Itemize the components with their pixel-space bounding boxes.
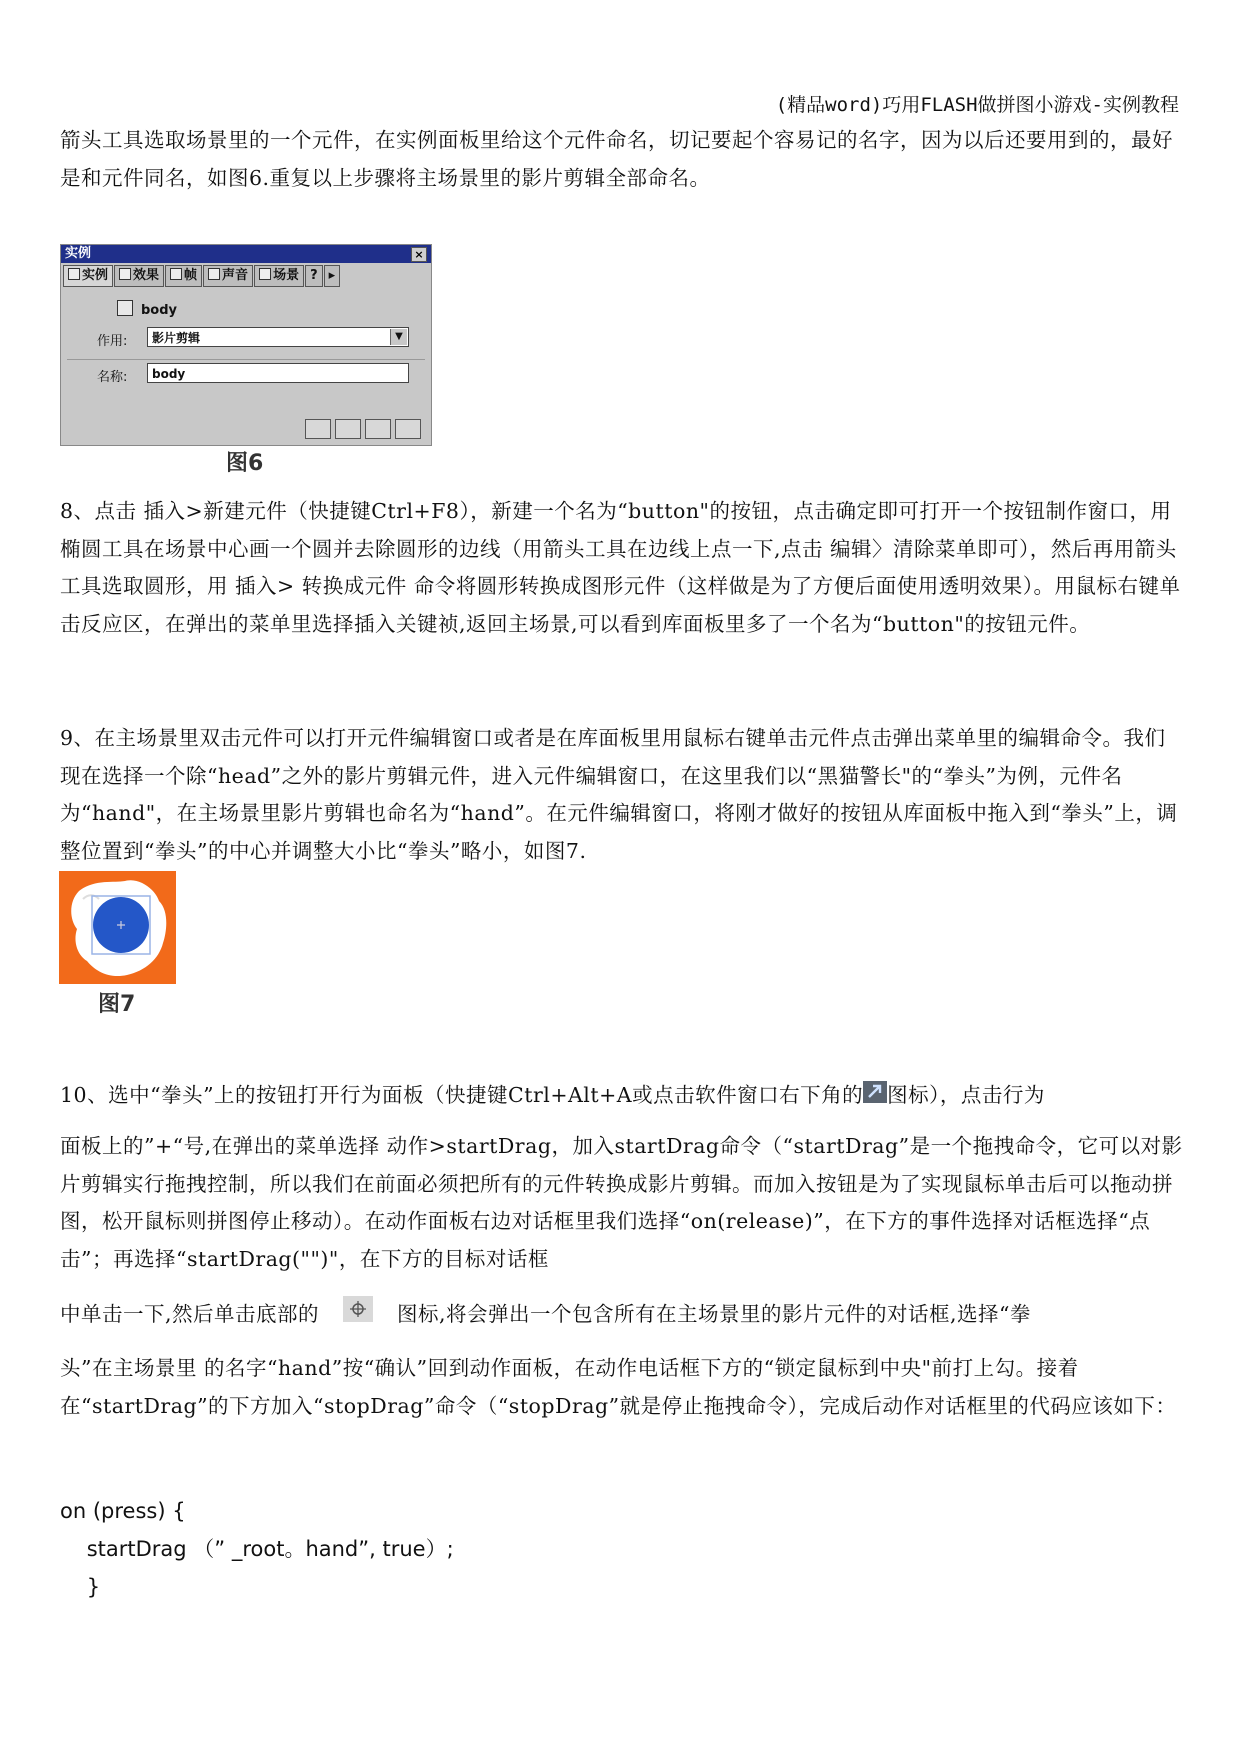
tab-effect: 效果 — [114, 265, 164, 287]
fist-button-figure — [59, 871, 176, 984]
edit-symbol-icon — [335, 419, 361, 439]
chevron-right-icon: ▸ — [324, 265, 341, 287]
paragraph-step-10-line-target — [60, 1296, 1185, 1335]
help-icon: ? — [305, 265, 323, 287]
close-icon: × — [411, 247, 427, 262]
code-line: startDrag （” _root。hand”, true）; — [60, 1537, 454, 1561]
name-label: 名称: — [97, 370, 128, 385]
instance-icon — [68, 268, 80, 280]
paragraph-step-9: 9、在主场景里双击元件可以打开元件编辑窗口或者是在库面板里用鼠标右键单击元件点击弹出菜单里的编辑命令。我们现在选择一个除“head”之外的影片剪辑元件，进入元件编辑窗口，在这里我们以“黑猫警长"的“拳头”为例，元件名为“hand"，在主场景里影片剪辑也命名为“hand”。在元件编辑窗口，将刚才做好的按钮从库面板中拖入到“拳头”上，调整位置到“拳头”的中心并调整大小比“拳头”略小，如图7. — [60, 726, 1178, 863]
effect-icon — [119, 268, 131, 280]
behavior-select: 影片剪辑 ▼ — [147, 327, 409, 347]
panel-bottom-icons — [305, 419, 421, 439]
paragraph-step-10-body: 面板上的”+“号,在弹出的菜单选择 动作>startDrag，加入startDrag命令（“startDrag”是一个拖拽命令，它可以对影片剪辑实行拖拽控制，所以我们在前面必须把所有的元件转换成影片剪辑。而加入按钮是为了实现鼠标单击后可以拖动拼图，松开鼠标则拼图停止移动）。在动作面板右边对话框里我们选择“on(release)”，在下方的事件选择对话框选择“点击”；再选择“startDrag("")"，在下方的目标对话框 — [60, 1134, 1183, 1271]
code-line: } — [60, 1575, 101, 1599]
behavior-label: 作用: — [97, 334, 128, 349]
instance-panel-figure — [60, 244, 432, 446]
fist-illustration — [59, 871, 176, 984]
tab-scene: 场景 — [254, 265, 304, 287]
paragraph-intro: 箭头工具选取场景里的一个元件，在实例面板里给这个元件命名，切记要起个容易记的名字，因为以后还要用到的，最好是和元件同名，如图6.重复以上步骤将主场景里的影片剪辑全部命名。 — [60, 128, 1173, 190]
sound-icon — [208, 268, 220, 280]
step-10-text-b: 图标），点击行为 — [887, 1083, 1045, 1107]
paragraph-step-10-end: 头”在主场景里 的名字“hand”按“确认”回到动作面板，在动作电话框下方的“锁定鼠标到中央"前打上勾。接着在“startDrag”的下方加入“stopDrag”命令（“stopDrag”就是停止拖拽命令），完成后动作对话框里的代码应该如下： — [60, 1356, 1177, 1418]
swap-symbol-icon — [305, 419, 331, 439]
expand-arrow-icon — [863, 1078, 887, 1116]
panel-title: 实例 — [65, 246, 92, 261]
tab-frame: 帧 — [165, 265, 202, 287]
step-10-text-d: 图标,将会弹出一个包含所有在主场景里的影片元件的对话框,选择“拳 — [397, 1302, 1032, 1326]
movie-clip-icon — [117, 300, 133, 316]
step-10-text-a: 10、选中“拳头”上的按钮打开行为面板（快捷键Ctrl+Alt+A或点击软件窗口右下角的 — [60, 1083, 864, 1107]
instance-name-field: body — [147, 363, 409, 383]
figure-6-caption: 图6 — [226, 451, 264, 476]
tab-instance: 实例 — [63, 265, 113, 287]
code-block — [60, 1492, 454, 1606]
frame-icon — [170, 268, 182, 280]
code-line: on (press) { — [60, 1499, 186, 1523]
figure-7-caption: 图7 — [98, 992, 136, 1017]
tab-sound: 声音 — [203, 265, 253, 287]
paragraph-step-8: 8、点击 插入>新建元件（快捷键Ctrl+F8），新建一个名为“button"的按钮，点击确定即可打开一个按钮制作窗口，用椭圆工具在场景中心画一个圆并去除圆形的边线（用箭头工具在边线上点一下,点击 编辑〉清除菜单即可），然后再用箭头工具选取圆形，用 插入> 转换成元件 命令将圆形转换成图形元件（这样做是为了方便后面使用透明效果）。用鼠标右键单击反应区，在弹出的菜单里选择插入关键祯,返回主场景,可以看到库面板里多了一个名为“button"的按钮元件。 — [60, 499, 1181, 636]
step-10-text-c: 中单击一下,然后单击底部的 — [60, 1302, 320, 1326]
paragraph-step-10-line-1 — [60, 1077, 1185, 1115]
crosshair-target-icon — [343, 1296, 373, 1335]
symbol-row — [117, 300, 177, 318]
chevron-down-icon: ▼ — [390, 329, 407, 345]
panel-tabs — [63, 265, 429, 287]
duplicate-symbol-icon — [365, 419, 391, 439]
symbol-name: body — [141, 303, 178, 318]
edit-actions-icon — [395, 419, 421, 439]
divider — [67, 359, 425, 360]
panel-titlebar — [61, 245, 431, 263]
page-header: (精品word)巧用FLASH做拼图小游戏-实例教程 — [775, 94, 1179, 116]
scene-icon — [259, 268, 271, 280]
